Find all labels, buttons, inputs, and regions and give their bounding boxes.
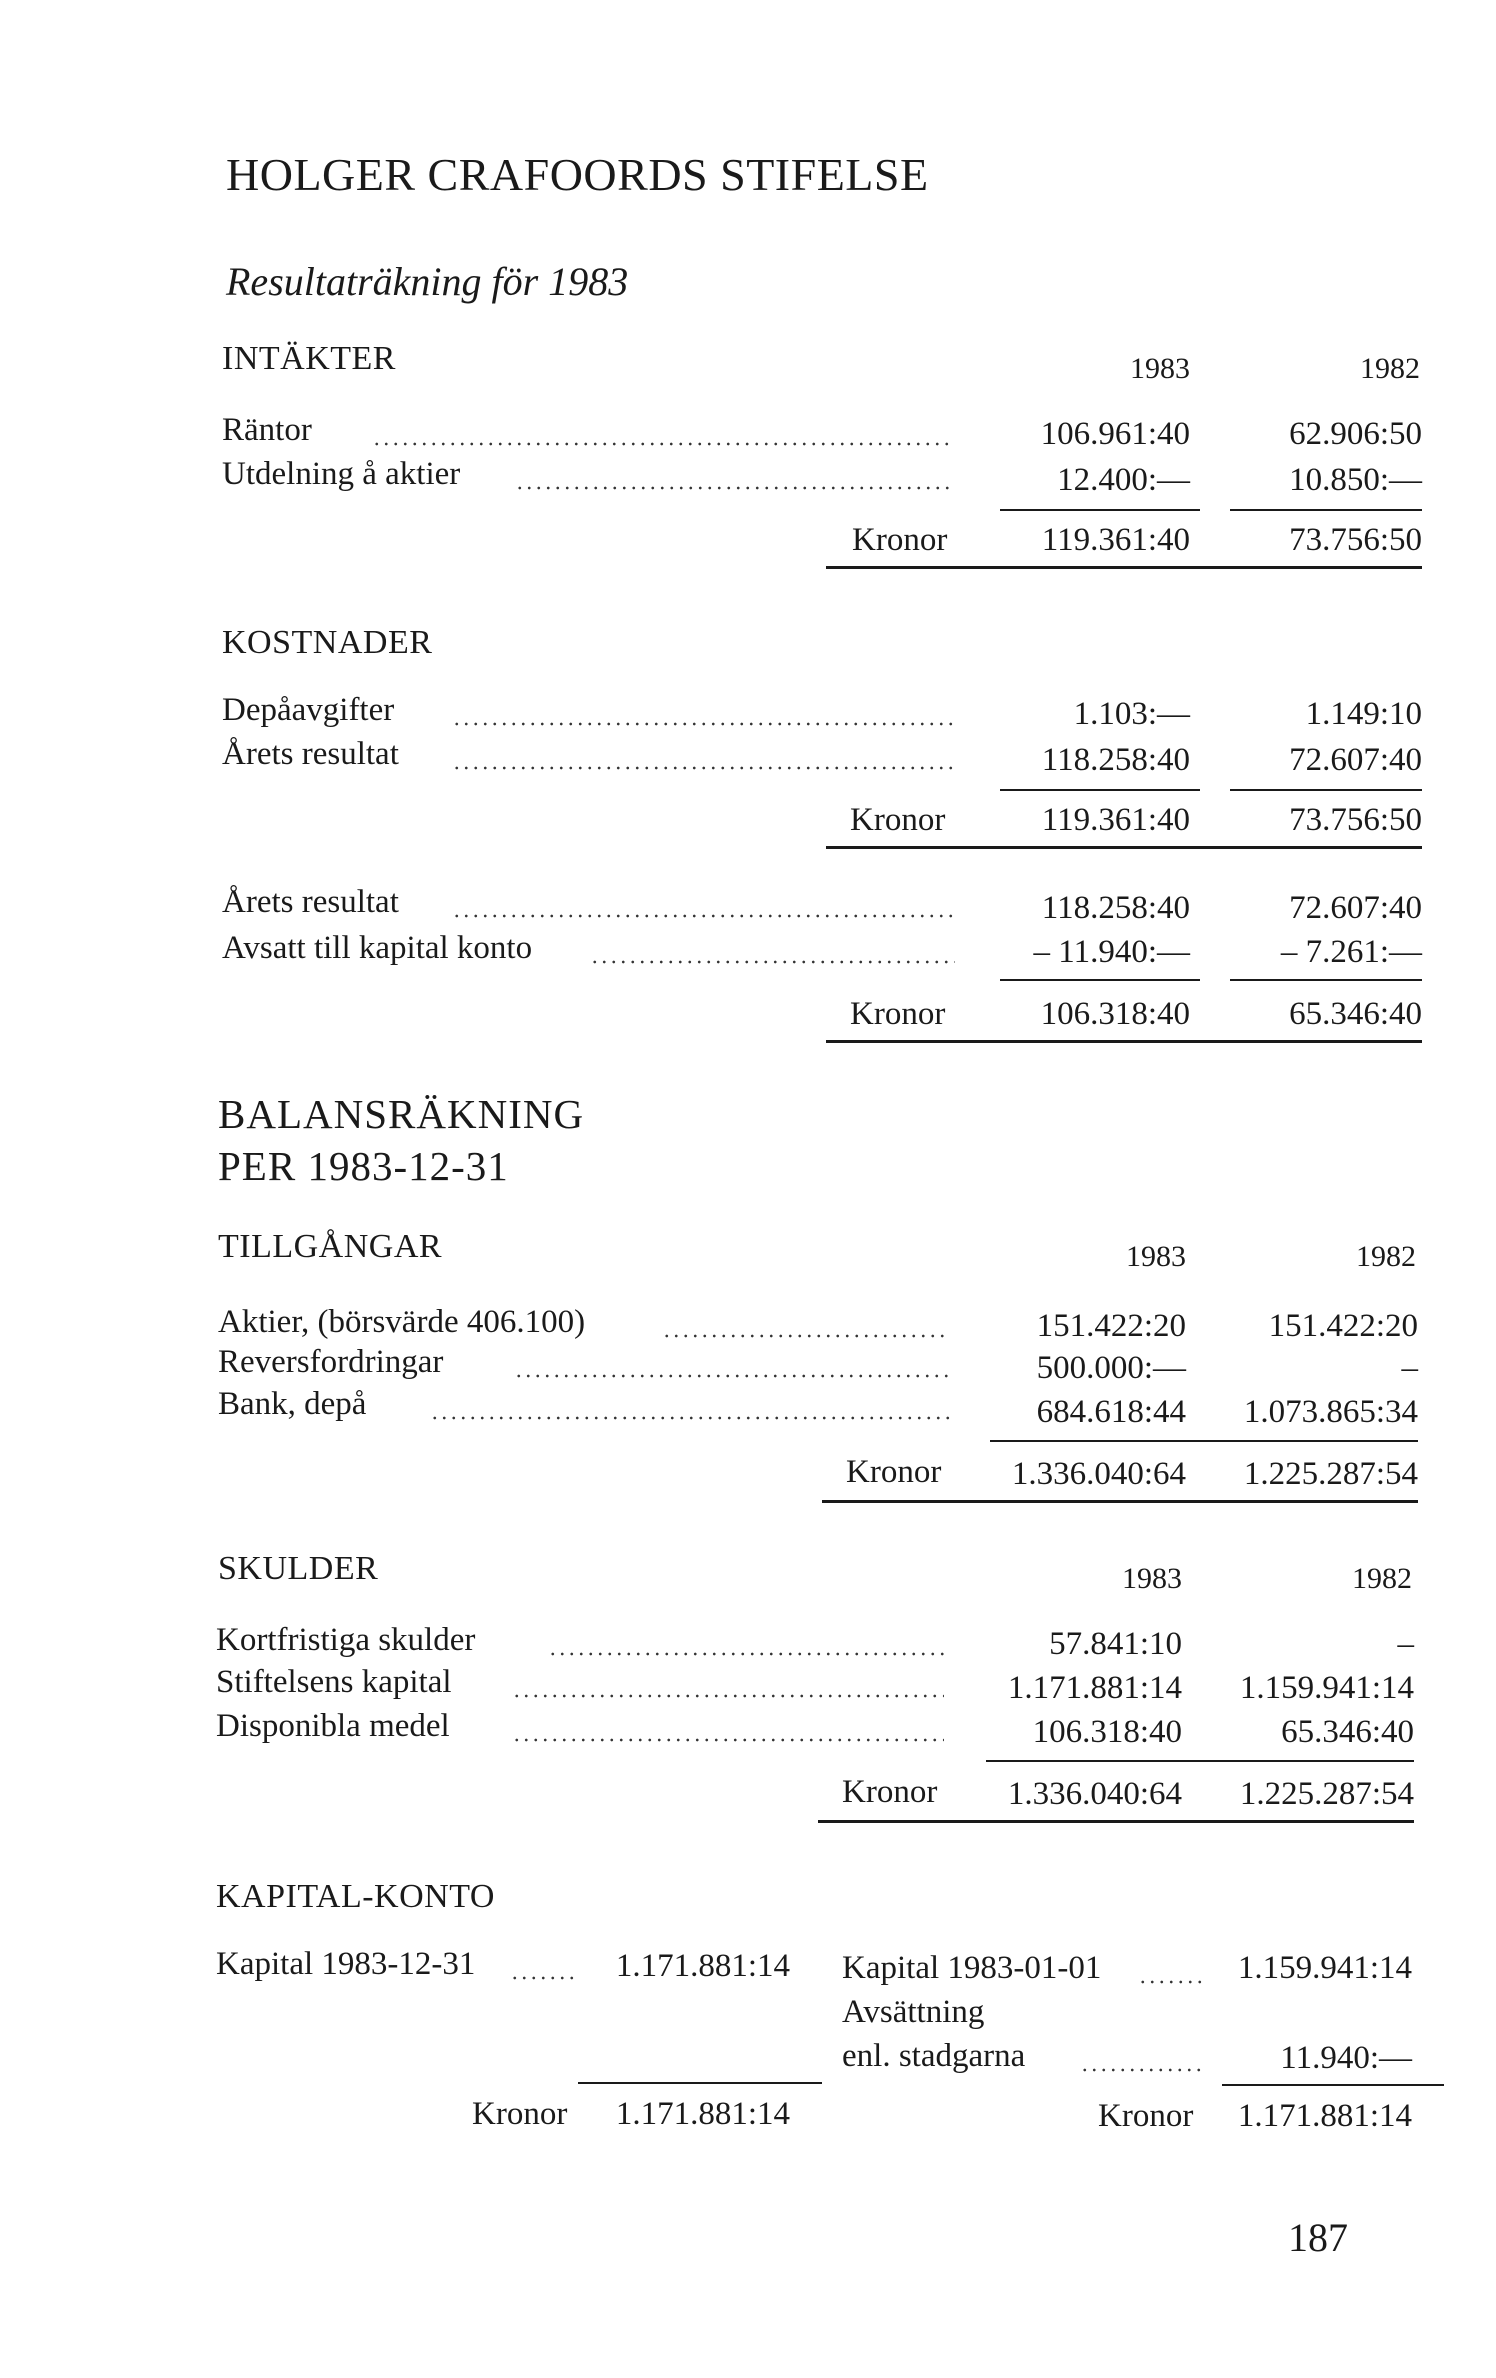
avsattning-value: 11.940:— — [1280, 2040, 1412, 2076]
balans-subheading: PER 1983-12-31 — [218, 1143, 509, 1189]
total-rule — [826, 846, 1422, 849]
row-value-1982: – — [1397, 1626, 1414, 1662]
subtotal-rule — [1230, 979, 1422, 981]
balans-heading: BALANSRÄKNING — [218, 1091, 585, 1137]
page-number: 187 — [1288, 2215, 1348, 2260]
leader-dots — [510, 1976, 576, 1980]
skulder-heading: SKULDER — [218, 1550, 379, 1587]
row-label: Aktier, (börsvärde 406.100) — [218, 1304, 586, 1340]
skulder-year-1983: 1983 — [1122, 1562, 1182, 1595]
row-value-1982: 72.607:40 — [1289, 890, 1422, 926]
row-label: Depåavgifter — [222, 692, 395, 728]
leader-dots — [452, 914, 955, 918]
subtotal-rule — [1000, 509, 1200, 511]
intakter-heading: INTÄKTER — [222, 340, 396, 377]
total-value-1982: 73.756:50 — [1289, 802, 1422, 838]
subtotal-rule — [1230, 509, 1422, 511]
kapital-right-value: 1.159.941:14 — [1237, 1950, 1412, 1986]
row-value-1983: 106.961:40 — [1040, 416, 1190, 452]
row-value-1982: – — [1401, 1350, 1418, 1386]
row-value-1982: 65.346:40 — [1281, 1714, 1414, 1750]
row-label: Stiftelsens kapital — [216, 1664, 452, 1700]
kapital-left-label: Kapital 1983-12-31 — [216, 1946, 476, 1982]
total-value-1982: 1.225.287:54 — [1243, 1456, 1418, 1492]
leader-dots — [1138, 1980, 1204, 1984]
total-label: Kronor — [852, 522, 948, 558]
row-label: Reversfordringar — [218, 1344, 444, 1380]
kapital-heading: KAPITAL-KONTO — [216, 1878, 495, 1915]
row-value-1982: 72.607:40 — [1289, 742, 1422, 778]
row-value-1982: 1.159.941:14 — [1239, 1670, 1414, 1706]
kostnader-heading: KOSTNADER — [222, 624, 433, 661]
kapital-right-label: Kapital 1983-01-01 — [842, 1950, 1102, 1986]
total-value-1982: 1.225.287:54 — [1239, 1776, 1414, 1812]
total-value-1983: 106.318:40 — [1040, 996, 1190, 1032]
row-value-1982: 62.906:50 — [1289, 416, 1422, 452]
total-rule — [826, 566, 1422, 569]
total-label: Kronor — [846, 1454, 942, 1490]
row-label: Årets resultat — [222, 884, 399, 920]
kapital-left-total: 1.171.881:14 — [615, 2096, 790, 2132]
tillgangar-heading: TILLGÅNGAR — [218, 1228, 443, 1265]
leader-dots — [590, 960, 955, 964]
leader-dots — [512, 1694, 944, 1698]
row-label: Utdelning å aktier — [222, 456, 461, 492]
subtotal-rule — [1000, 979, 1200, 981]
row-value-1982: – 7.261:— — [1280, 934, 1422, 970]
subtotal-rule — [1230, 789, 1422, 791]
total-value-1983: 119.361:40 — [1041, 522, 1190, 558]
row-label: Disponibla medel — [216, 1708, 450, 1744]
subtotal-rule — [986, 1760, 1414, 1762]
tillgangar-year-1983: 1983 — [1126, 1240, 1186, 1273]
leader-dots — [515, 486, 955, 490]
row-value-1982: 10.850:— — [1289, 462, 1422, 498]
row-value-1983: 684.618:44 — [1036, 1394, 1186, 1430]
row-label: Årets resultat — [222, 736, 399, 772]
kapital-right-total-label: Kronor — [1098, 2098, 1194, 2134]
kapital-left-total-label: Kronor — [472, 2096, 568, 2132]
intakter-year-1983: 1983 — [1130, 352, 1190, 385]
total-rule — [826, 1040, 1422, 1043]
total-value-1982: 65.346:40 — [1289, 996, 1422, 1032]
row-value-1983: 57.841:10 — [1049, 1626, 1182, 1662]
leader-dots — [372, 442, 954, 446]
row-label: Kortfristiga skulder — [216, 1622, 476, 1658]
total-value-1983: 1.336.040:64 — [1011, 1456, 1186, 1492]
total-rule — [822, 1500, 1418, 1503]
total-label: Kronor — [850, 802, 946, 838]
intakter-year-1982: 1982 — [1360, 352, 1420, 385]
leader-dots — [662, 1334, 950, 1338]
kapital-left-rule — [578, 2082, 822, 2084]
kapital-right-total: 1.171.881:14 — [1237, 2098, 1412, 2134]
document-title: HOLGER CRAFOORDS STIFELSE — [226, 149, 929, 200]
total-value-1983: 119.361:40 — [1041, 802, 1190, 838]
row-value-1983: 500.000:— — [1036, 1350, 1186, 1386]
row-value-1983: – 11.940:— — [1033, 934, 1190, 970]
leader-dots — [452, 722, 955, 726]
avsattning-label-2: enl. stadgarna — [842, 2038, 1026, 2074]
total-label: Kronor — [850, 996, 946, 1032]
kapital-right-rule — [1222, 2084, 1444, 2086]
leader-dots — [514, 1374, 950, 1378]
tillgangar-year-1982: 1982 — [1356, 1240, 1416, 1273]
leader-dots — [452, 766, 955, 770]
leader-dots — [1080, 2068, 1204, 2072]
row-value-1983: 1.103:— — [1073, 696, 1190, 732]
row-value-1983: 118.258:40 — [1041, 742, 1190, 778]
row-label: Bank, depå — [218, 1386, 367, 1422]
row-value-1983: 106.318:40 — [1032, 1714, 1182, 1750]
avsattning-label: Avsättning — [842, 1994, 985, 2030]
leader-dots — [430, 1416, 950, 1420]
row-value-1983: 118.258:40 — [1041, 890, 1190, 926]
total-value-1983: 1.336.040:64 — [1007, 1776, 1182, 1812]
subtotal-rule — [990, 1440, 1418, 1442]
row-value-1982: 1.149:10 — [1305, 696, 1422, 732]
row-value-1983: 151.422:20 — [1036, 1308, 1186, 1344]
leader-dots — [512, 1738, 944, 1742]
row-value-1982: 151.422:20 — [1268, 1308, 1418, 1344]
total-rule — [818, 1820, 1414, 1823]
kapital-left-value: 1.171.881:14 — [615, 1948, 790, 1984]
total-value-1982: 73.756:50 — [1289, 522, 1422, 558]
total-label: Kronor — [842, 1774, 938, 1810]
leader-dots — [548, 1652, 944, 1656]
subtotal-rule — [1000, 789, 1200, 791]
row-value-1983: 1.171.881:14 — [1007, 1670, 1182, 1706]
row-label: Räntor — [222, 412, 312, 448]
row-value-1982: 1.073.865:34 — [1243, 1394, 1418, 1430]
row-label: Avsatt till kapital konto — [222, 930, 533, 966]
row-value-1983: 12.400:— — [1057, 462, 1190, 498]
document-subtitle: Resultaträkning för 1983 — [226, 259, 629, 304]
skulder-year-1982: 1982 — [1352, 1562, 1412, 1595]
